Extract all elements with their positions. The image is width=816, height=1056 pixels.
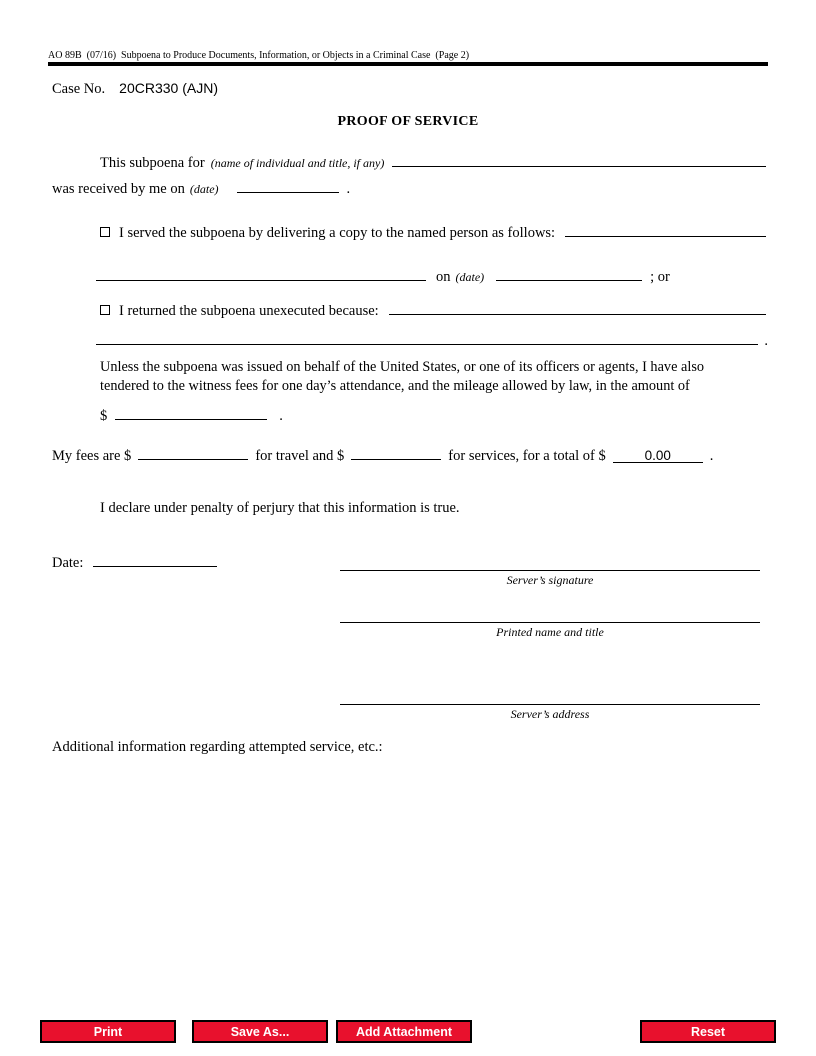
additional-info-label: Additional information regarding attempted service, etc.: <box>52 739 383 755</box>
received-label: was received by me on <box>52 181 185 197</box>
served-on-label: on <box>436 269 451 285</box>
served-label: I served the subpoena by delivering a copy to the named person as follows: <box>119 225 556 241</box>
received-date-field[interactable] <box>237 178 339 193</box>
returned-reason-field-continued[interactable] <box>96 330 758 345</box>
served-continuation-row <box>96 266 768 286</box>
page-title: PROOF OF SERVICE <box>337 114 479 129</box>
case-number-row <box>52 80 218 98</box>
server-signature-label: Server’s signature <box>506 573 594 587</box>
received-row <box>52 178 452 198</box>
form-id-header: AO 89B (07/16) Subpoena to Produce Documents, Information, or Objects in a Criminal Case (Page 2) <box>48 50 470 61</box>
travel-fees-field[interactable] <box>138 445 248 460</box>
date-row <box>52 552 217 572</box>
subpoena-for-hint: (name of individual and title, if any) <box>210 156 385 170</box>
served-row <box>100 222 766 242</box>
served-or-suffix: ; or <box>650 269 670 285</box>
tender-paragraph <box>100 358 772 396</box>
server-address-label: Server’s address <box>510 707 590 721</box>
returned-label: I returned the subpoena unexecuted because: <box>119 303 379 319</box>
received-period: . <box>346 181 351 197</box>
server-signature-line[interactable] <box>340 570 760 571</box>
tender-amount-row <box>100 405 283 425</box>
subpoena-for-row <box>100 152 766 172</box>
served-date-hint: (date) <box>455 270 485 284</box>
tender-amount-field[interactable] <box>115 405 267 420</box>
returned-reason-field[interactable] <box>389 300 766 315</box>
add-attachment-button[interactable]: Add Attachment <box>336 1020 472 1043</box>
tender-line-2: tendered to the witness fees for one day’s attendance, and the mileage allowed by law, in the amount of <box>100 378 690 395</box>
save-as-button[interactable]: Save As... <box>192 1020 328 1043</box>
total-fees-field[interactable]: 0.00 <box>613 448 703 463</box>
reset-button[interactable]: Reset <box>640 1020 776 1043</box>
case-number-field[interactable]: 20CR330 (AJN) <box>119 80 218 96</box>
returned-continuation-row <box>96 330 768 350</box>
dollar-sign: $ <box>100 408 108 424</box>
returned-period: . <box>764 333 768 349</box>
returned-checkbox[interactable] <box>100 305 110 315</box>
tender-line-1: Unless the subpoena was issued on behalf of the United States, or one of its officers or agents, I have also <box>100 359 705 375</box>
printed-name-label: Printed name and title <box>496 625 604 639</box>
printed-name-line[interactable] <box>340 622 760 623</box>
fees-services-label: for services, for a total of $ <box>448 448 606 464</box>
served-checkbox[interactable] <box>100 227 110 237</box>
declaration-statement: I declare under penalty of perjury that this information is true. <box>100 500 460 516</box>
server-address-line[interactable] <box>340 704 760 705</box>
fees-row <box>52 445 768 465</box>
header-double-rule <box>48 62 768 66</box>
fees-prefix-label: My fees are $ <box>52 448 132 464</box>
subpoena-for-label: This subpoena for <box>100 155 205 171</box>
served-person-field-continued[interactable] <box>96 266 426 281</box>
served-person-field[interactable] <box>565 222 766 237</box>
case-number-label: Case No. <box>52 81 106 97</box>
tender-period: . <box>279 408 283 424</box>
subpoena-for-field[interactable] <box>392 152 766 167</box>
served-date-field[interactable] <box>496 266 642 281</box>
received-date-hint: (date) <box>189 182 219 196</box>
fees-travel-label: for travel and $ <box>255 448 345 464</box>
print-button[interactable]: Print <box>40 1020 176 1043</box>
returned-row <box>100 300 766 320</box>
services-fees-field[interactable] <box>351 445 441 460</box>
date-field[interactable] <box>93 552 217 567</box>
date-label: Date: <box>52 555 84 571</box>
fees-period: . <box>709 448 714 464</box>
